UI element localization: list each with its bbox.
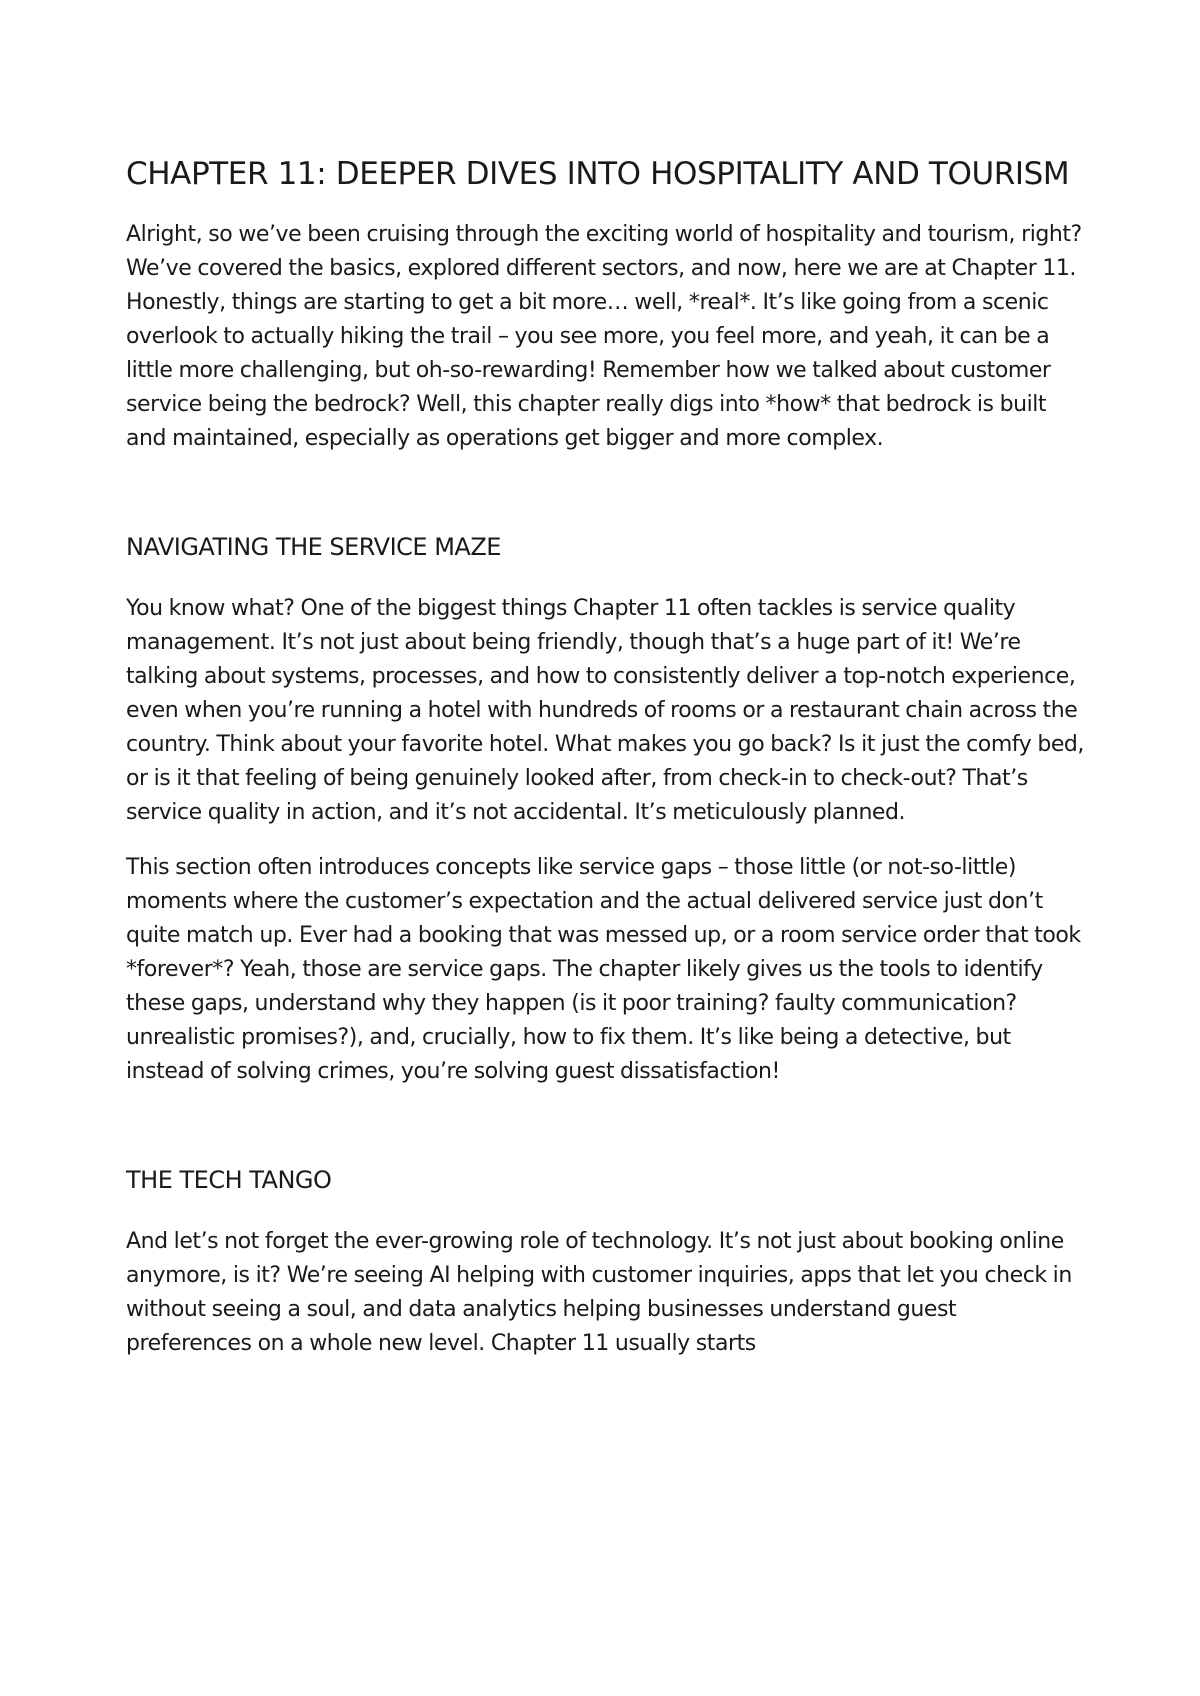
service-maze-paragraph-2: This section often introduces concepts like service gaps – those little (or not-so-little) moments where the customer’s expectation and the actual delivered service just don’t quite match up. Ever had a booking that was messed up, or a room service order that took *forever*? Yeah, those are service gaps. The chapter likely gives us the tools to identify these gaps, understand why they happen (is it poor training? faulty communication? unrealistic promises?), and, crucially, how to fix them. It’s like being a detective, but instead of solving crimes, you’re solving guest dissatisfaction! [126,855,1081,1084]
section-heading-tech-tango: THE TECH TANGO [126,1166,332,1194]
tech-tango-paragraph-1: And let’s not forget the ever-growing role of technology. It’s not just about booking online anymore, is it? We’re seeing AI helping with customer inquiries, apps that let you check in without seeing a soul, and data analytics helping businesses understand guest preferences on a whole new level. Chapter 11 usually starts [126,1229,1072,1356]
document-page [126,148,1086,1382]
section-heading-service-maze: NAVIGATING THE SERVICE MAZE [126,533,501,561]
chapter-title: CHAPTER 11: DEEPER DIVES INTO HOSPITALITY AND TOURISM [126,156,1070,192]
intro-paragraph: Alright, so we’ve been cruising through the exciting world of hospitality and tourism, right? We’ve covered the basics, explored different sectors, and now, here we are at Chapter 11. Honestly, things are starting to get a bit more… well, *real*. It’s like going from a scenic overlook to actually hiking the trail – you see more, you feel more, and yeah, it can be a little more challenging, but oh-so-rewarding! Remember how we talked about customer service being the bedrock? Well, this chapter really digs into *how* that bedrock is built and maintained, especially as operations get bigger and more complex. [126,222,1082,451]
service-maze-paragraph-1: You know what? One of the biggest things Chapter 11 often tackles is service quality management. It’s not just about being friendly, though that’s a huge part of it! We’re talking about systems, processes, and how to consistently deliver a top-notch experience, even when you’re running a hotel with hundreds of rooms or a restaurant chain across the country. Think about your favorite hotel. What makes you go back? Is it just the comfy bed, or is it that feeling of being genuinely looked after, from check-in to check-out? That’s service quality in action, and it’s not accidental. It’s meticulously planned. [126,596,1084,825]
